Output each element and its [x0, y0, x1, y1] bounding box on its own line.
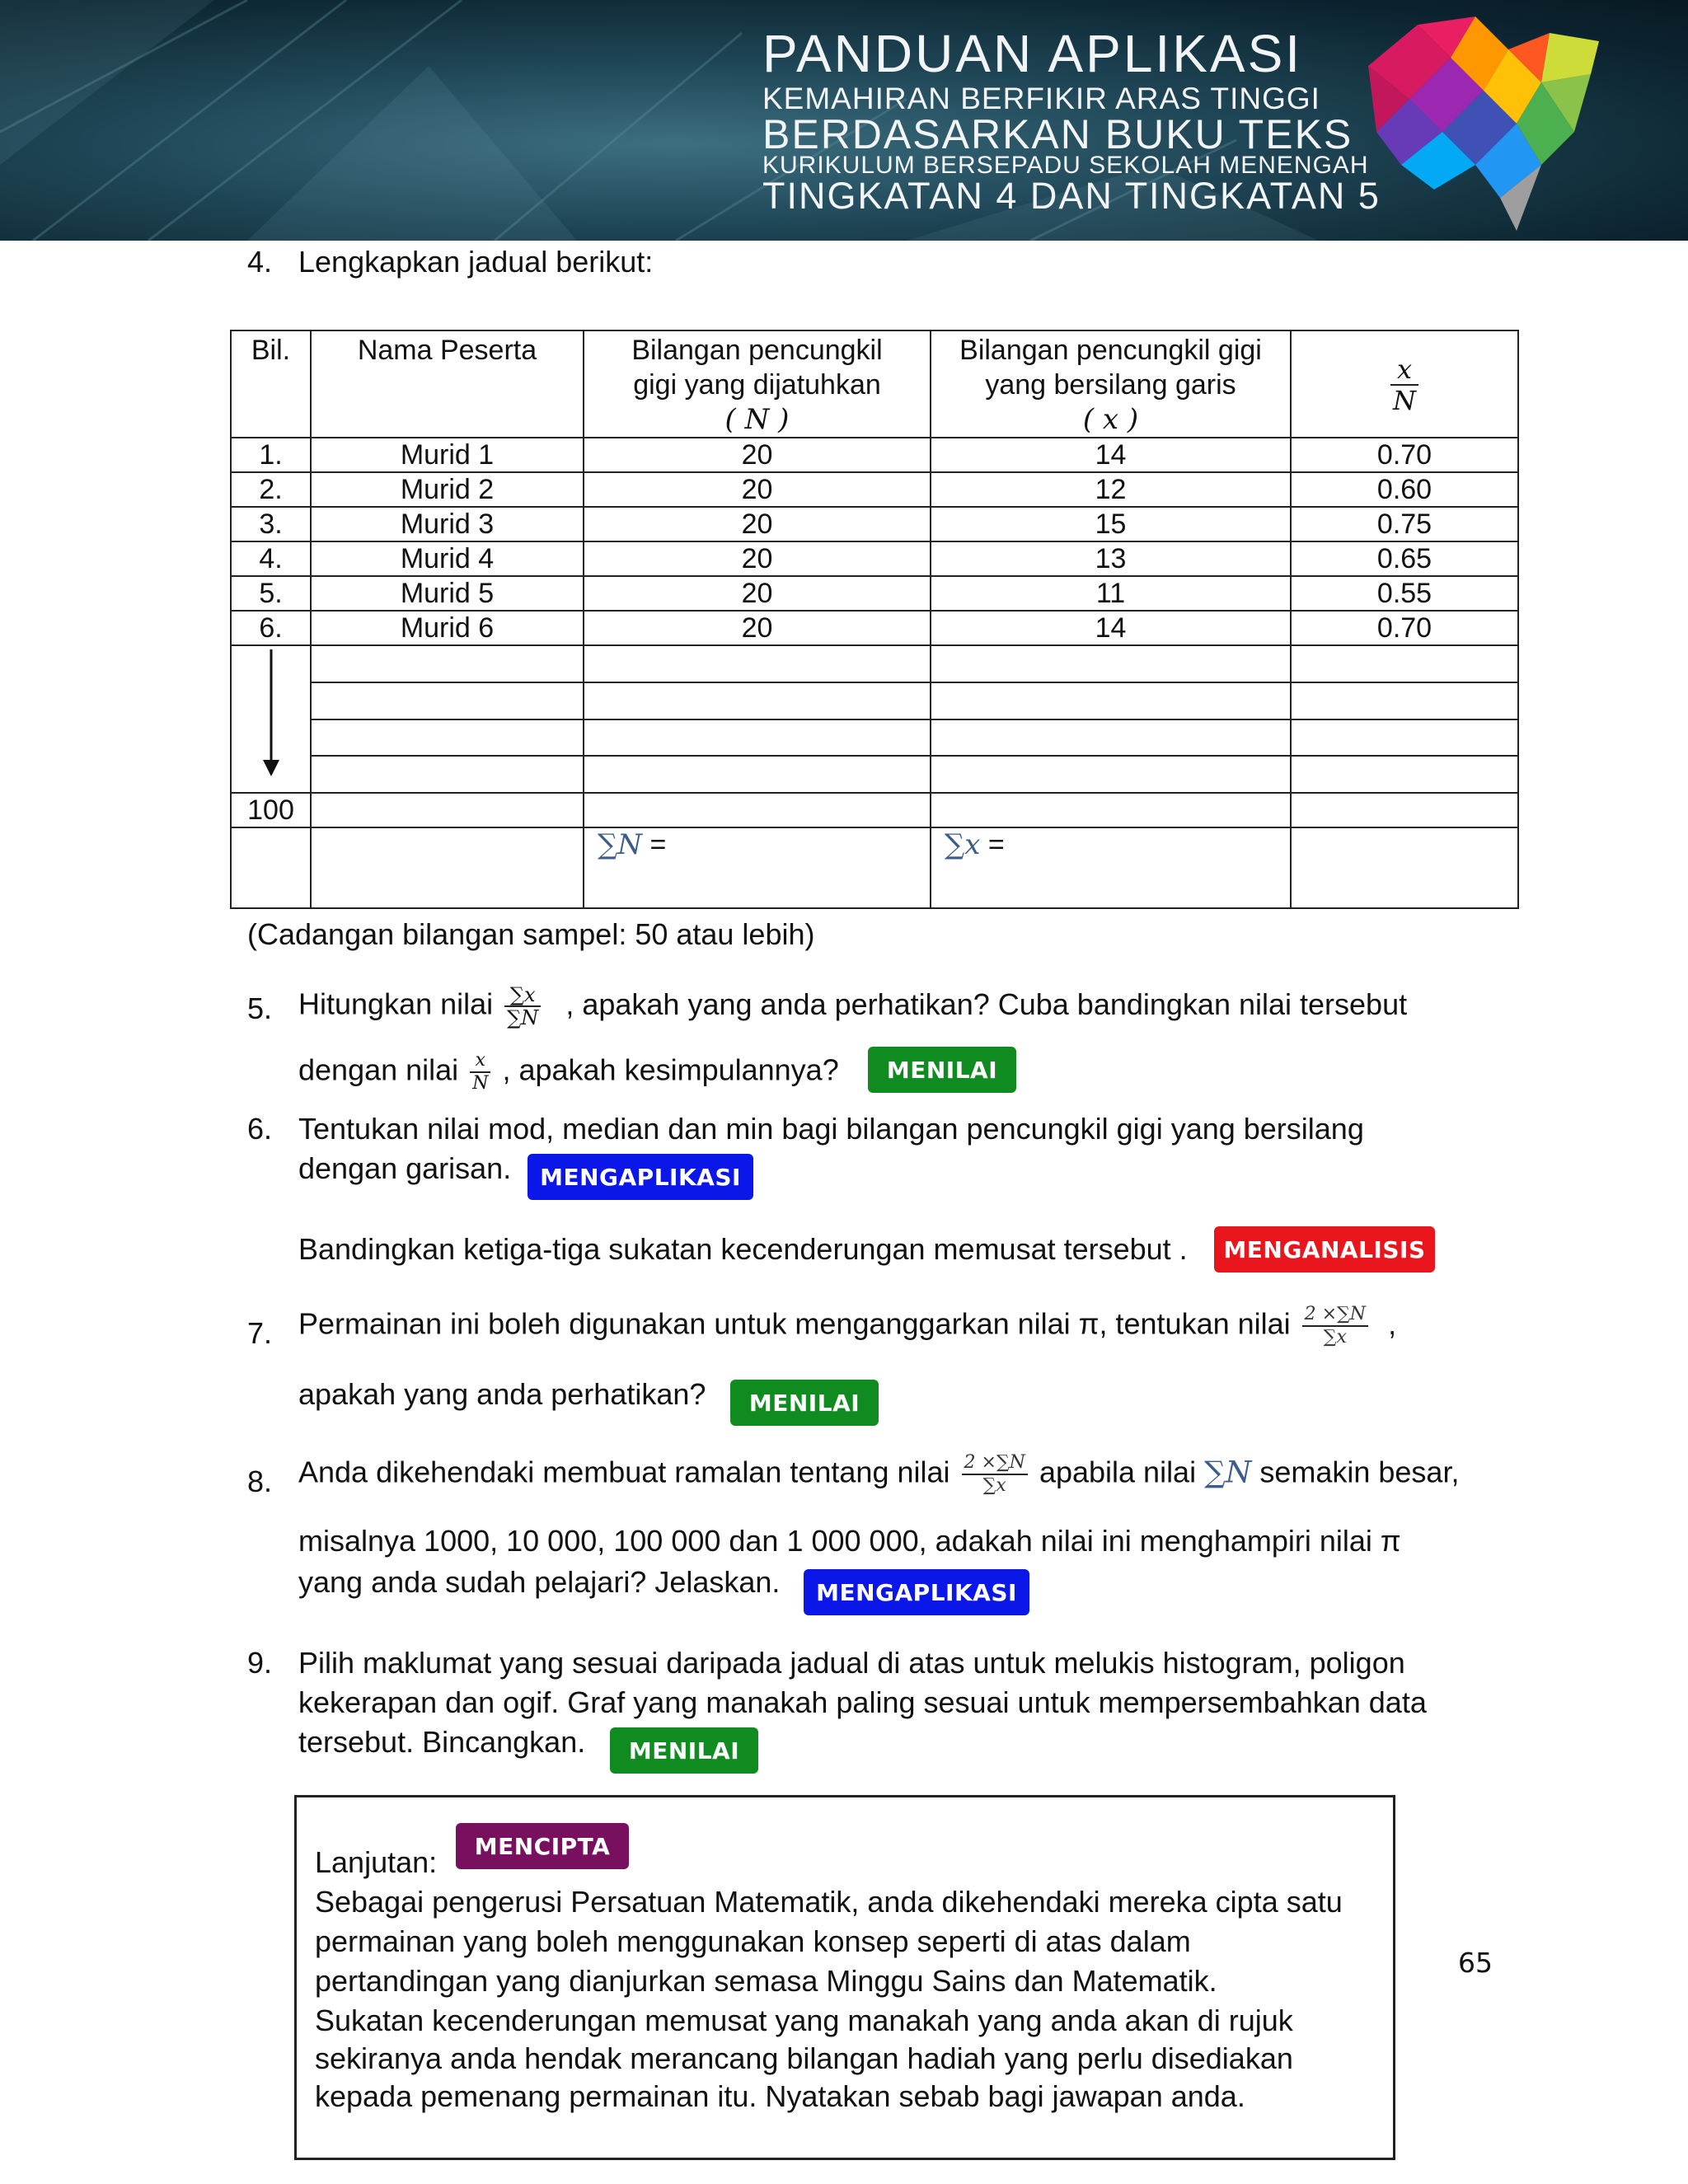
sum-x-symbol: ∑: [945, 828, 965, 861]
lanjutan-label: Lanjutan:: [315, 1845, 438, 1879]
lanjutan-line: permainan yang boleh menggunakan konsep seperti di atas dalam: [315, 1924, 1191, 1958]
banner-title: [762, 24, 1381, 217]
q5-frac-num: ∑x: [504, 984, 541, 1007]
header-n: [584, 330, 931, 438]
banner-line-4: KURIKULUM BERSEPADU SEKOLAH MENENGAH: [762, 152, 1369, 179]
badge-mengaplikasi: MENGAPLIKASI: [528, 1154, 753, 1200]
table-row-empty: [231, 756, 1518, 793]
cell-bil: 3.: [231, 507, 311, 541]
q8-fraction: [962, 1452, 1028, 1497]
table-row: [231, 438, 1518, 472]
header-banner: [0, 0, 1688, 241]
lanjutan-line: Sukatan kecenderungan memusat yang manakah yang anda akan di rujuk: [315, 2004, 1293, 2037]
cell-ratio: 0.70: [1291, 438, 1518, 472]
header-n-var: ( N ): [724, 403, 790, 436]
badge-menilai: MENILAI: [610, 1727, 758, 1774]
cell-ratio: 0.65: [1291, 541, 1518, 576]
table-row: [231, 611, 1518, 645]
sum-n-var: N: [617, 828, 643, 861]
q7-fraction: [1302, 1304, 1368, 1348]
table-row: [231, 793, 1518, 827]
cell-empty: [931, 645, 1291, 682]
cell-empty: [584, 645, 931, 682]
q7-part1: Permainan ini boleh digunakan untuk menganggarkan nilai π, tentukan nilai: [298, 1306, 1291, 1341]
badge-menganalisis: MENGANALISIS: [1214, 1226, 1435, 1272]
cell-empty: [311, 682, 584, 719]
cell-nama: Murid 5: [311, 576, 584, 611]
cell-ratio: 0.75: [1291, 507, 1518, 541]
cell-bil: 2.: [231, 472, 311, 507]
data-table: [230, 330, 1519, 909]
question-8-line1: [298, 1452, 1459, 1497]
table-row-empty: [231, 682, 1518, 719]
cell-n: 20: [584, 541, 931, 576]
cell-bil-arrow: [231, 645, 311, 793]
banner-line-2: KEMAHIRAN BERFIKIR ARAS TINGGI: [762, 82, 1320, 115]
cell-x: 11: [931, 576, 1291, 611]
lanjutan-line: Sebagai pengerusi Persatuan Matematik, anda dikehendaki mereka cipta satu: [315, 1885, 1343, 1919]
question-9-line1: Pilih maklumat yang sesuai daripada jadual di atas untuk melukis histogram, poligon: [298, 1646, 1405, 1680]
question-9-number: 9.: [247, 1646, 273, 1680]
table-header-row: [231, 330, 1518, 438]
table-row: [231, 472, 1518, 507]
cell-bil: 4.: [231, 541, 311, 576]
cell-n: 20: [584, 507, 931, 541]
sum-n-eq: =: [649, 829, 667, 860]
sum-n-symbol: ∑: [598, 828, 618, 861]
table-sum-row: [231, 827, 1518, 908]
question-6-line2: dengan garisan.: [298, 1151, 512, 1185]
table-row: [231, 507, 1518, 541]
lanjutan-line: kepada pemenang permainan itu. Nyatakan sebab bagi jawapan anda.: [315, 2079, 1245, 2113]
q5-part2: , apakah yang anda perhatikan? Cuba bandingkan nilai tersebut: [565, 987, 1408, 1021]
cell-x: 13: [931, 541, 1291, 576]
cell-empty: [311, 645, 584, 682]
sample-note: (Cadangan bilangan sampel: 50 atau lebih): [247, 917, 815, 951]
q8-sum-var: N: [1225, 1455, 1252, 1490]
q8-sum-symbol: ∑: [1204, 1455, 1226, 1490]
cell-empty: [1291, 827, 1518, 908]
cell-empty: [1291, 645, 1518, 682]
question-7-line1: [298, 1304, 1396, 1348]
banner-line-1: PANDUAN APLIKASI: [762, 24, 1303, 83]
cell-n: 20: [584, 576, 931, 611]
table-row-empty: [231, 645, 1518, 682]
header-nama: Nama Peserta: [311, 330, 584, 438]
question-5-line2: [298, 1050, 839, 1094]
question-8-line3: yang anda sudah pelajari? Jelaskan.: [298, 1565, 781, 1599]
q8-frac-num: 2 ×∑N: [962, 1452, 1028, 1475]
q5-frac2-den: N: [472, 1073, 489, 1094]
sum-x-eq: =: [987, 829, 1005, 860]
cell-nama: Murid 2: [311, 472, 584, 507]
header-x-line1: Bilangan pencungkil gigi: [959, 335, 1262, 366]
q5-fraction: [504, 984, 541, 1029]
cell-nama: Murid 6: [311, 611, 584, 645]
banner-line-3: BERDASARKAN BUKU TEKS: [762, 111, 1353, 157]
banner-line-5: TINGKATAN 4 DAN TINGKATAN 5: [762, 175, 1381, 217]
cell-ratio: 0.60: [1291, 472, 1518, 507]
cell-empty: [584, 682, 931, 719]
cell-empty: [311, 827, 584, 908]
cell-ratio: 0.70: [1291, 611, 1518, 645]
cell-empty: [1291, 793, 1518, 827]
q5-frac2-num: x: [470, 1050, 490, 1073]
header-n-line2: gigi yang dijatuhkan: [633, 369, 881, 401]
question-9-line3: tersebut. Bincangkan.: [298, 1725, 586, 1759]
cell-empty: [311, 719, 584, 757]
question-4-number: 4.: [247, 245, 273, 279]
header-ratio-num: x: [1390, 354, 1418, 386]
question-9-line2: kekerapan dan ogif. Graf yang manakah paling sesuai untuk mempersembahkan data: [298, 1685, 1427, 1719]
table-row-empty: [231, 719, 1518, 757]
cell-empty: [931, 719, 1291, 757]
question-7-number: 7.: [247, 1316, 273, 1350]
q8-part1: Anda dikehendaki membuat ramalan tentang nilai: [298, 1455, 950, 1489]
question-4-text: Lengkapkan jadual berikut:: [298, 245, 654, 279]
header-bil: Bil.: [231, 330, 311, 438]
badge-menilai: MENILAI: [730, 1380, 879, 1426]
question-6-line1: Tentukan nilai mod, median dan min bagi bilangan pencungkil gigi yang bersilang: [298, 1112, 1364, 1146]
lanjutan-line: pertandingan yang dianjurkan semasa Minggu Sains dan Matematik.: [315, 1964, 1217, 1998]
cell-empty: [231, 827, 311, 908]
lanjutan-line: sekiranya anda hendak merancang bilangan hadiah yang perlu disediakan: [315, 2041, 1293, 2075]
q5-frac-den: ∑N: [507, 1006, 539, 1029]
down-arrow-icon: [255, 646, 288, 785]
header-ratio-den: N: [1393, 385, 1416, 416]
q8-part2: apabila nilai: [1039, 1455, 1197, 1489]
cell-n: 20: [584, 611, 931, 645]
cell-ratio: 0.55: [1291, 576, 1518, 611]
cell-empty: [1291, 719, 1518, 757]
badge-mengaplikasi: MENGAPLIKASI: [804, 1569, 1029, 1615]
cell-empty: [584, 719, 931, 757]
question-7-line2: apakah yang anda perhatikan?: [298, 1377, 706, 1411]
q8-frac-den: ∑x: [982, 1475, 1006, 1496]
cell-empty: [311, 756, 584, 793]
question-6-line3: Bandingkan ketiga-tiga sukatan kecenderungan memusat tersebut .: [298, 1232, 1188, 1266]
question-5-line1: [298, 984, 1407, 1029]
q5-fraction-2: [470, 1050, 490, 1094]
header-x-line2: yang bersilang garis: [985, 369, 1236, 401]
question-8-line2: misalnya 1000, 10 000, 100 000 dan 1 000 000, adakah nilai ini menghampiri nilai π: [298, 1524, 1401, 1558]
cell-empty: [311, 793, 584, 827]
cell-x: 14: [931, 611, 1291, 645]
cell-empty: [1291, 682, 1518, 719]
header-ratio: [1291, 330, 1518, 438]
question-5-number: 5.: [247, 991, 273, 1025]
header-x-var: ( x ): [1082, 403, 1139, 436]
q5-part3: dengan nilai: [298, 1052, 459, 1087]
table-row: [231, 541, 1518, 576]
header-n-line1: Bilangan pencungkil: [631, 335, 883, 366]
cell-empty: [931, 756, 1291, 793]
cell-nama: Murid 1: [311, 438, 584, 472]
table-row: [231, 576, 1518, 611]
sum-n-cell: [584, 827, 931, 908]
cell-nama: Murid 3: [311, 507, 584, 541]
cell-empty: [584, 793, 931, 827]
page-number: 65: [1458, 1947, 1493, 1979]
brain-logo-icon: [1352, 8, 1624, 239]
header-ratio-fraction: [1390, 354, 1418, 415]
header-x: [931, 330, 1291, 438]
cell-n: 20: [584, 472, 931, 507]
sum-x-cell: [931, 827, 1291, 908]
cell-empty: [931, 793, 1291, 827]
q5-part1: Hitungkan nilai: [298, 987, 494, 1021]
cell-bil: 5.: [231, 576, 311, 611]
q7-part2: ,: [1388, 1306, 1397, 1341]
cell-x: 14: [931, 438, 1291, 472]
question-8-number: 8.: [247, 1465, 273, 1498]
cell-empty: [584, 756, 931, 793]
q7-frac-num: 2 ×∑N: [1302, 1304, 1368, 1327]
cell-bil: 6.: [231, 611, 311, 645]
q7-frac-den: ∑x: [1323, 1327, 1347, 1347]
sum-x-var: x: [964, 828, 981, 861]
cell-n: 20: [584, 438, 931, 472]
q5-part4: , apakah kesimpulannya?: [502, 1052, 839, 1087]
cell-x: 12: [931, 472, 1291, 507]
q8-part3: semakin besar,: [1259, 1455, 1460, 1489]
badge-menilai: MENILAI: [868, 1047, 1016, 1093]
badge-mencipta: MENCIPTA: [456, 1823, 629, 1869]
cell-x: 15: [931, 507, 1291, 541]
cell-nama: Murid 4: [311, 541, 584, 576]
cell-empty: [1291, 756, 1518, 793]
cell-empty: [931, 682, 1291, 719]
cell-bil-last: 100: [231, 793, 311, 827]
question-6-number: 6.: [247, 1112, 273, 1146]
cell-bil: 1.: [231, 438, 311, 472]
